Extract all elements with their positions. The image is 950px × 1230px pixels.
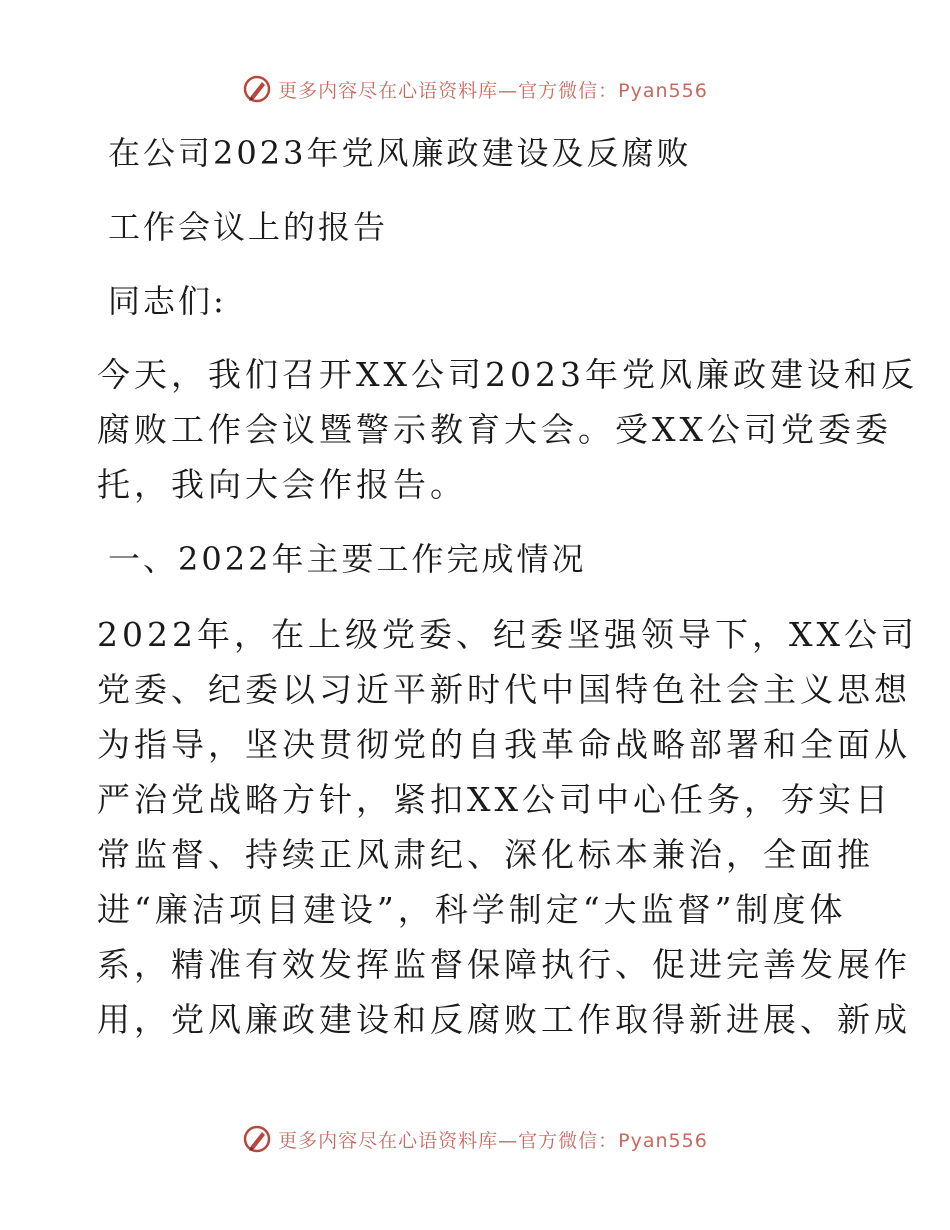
section-heading: 一、2022年主要工作完成情况 xyxy=(108,540,587,578)
header-watermark xyxy=(0,74,950,104)
pen-logo-icon xyxy=(242,74,272,104)
paragraph-2-line: 进“廉洁项目建设”，科学制定“大监督”制度体 xyxy=(97,890,847,929)
paragraph-2-line: 党委、纪委以习近平新时代中国特色社会主义思想 xyxy=(97,670,911,709)
footer-watermark xyxy=(0,1124,950,1154)
paragraph-1-line: 今天，我们召开XX公司2023年党风廉政建设和反 xyxy=(97,355,918,394)
paragraph-2-line: 系，精准有效发挥监督保障执行、促进完善发展作 xyxy=(97,945,911,984)
pen-logo-icon xyxy=(242,1124,272,1154)
paragraph-2-line: 严治党战略方针，紧扣XX公司中心任务，夯实日 xyxy=(97,780,892,819)
paragraph-1-line: 托，我向大会作报告。 xyxy=(97,465,467,504)
paragraph-2-line: 2022年，在上级党委、纪委坚强领导下，XX公司 xyxy=(97,615,918,654)
document-title-line-2: 工作会议上的报告 xyxy=(108,208,389,246)
paragraph-2-line: 为指导，坚决贯彻党的自我革命战略部署和全面从 xyxy=(97,725,911,764)
paragraph-1-line: 腐败工作会议暨警示教育大会。受XX公司党委委 xyxy=(97,410,892,449)
salutation: 同志们: xyxy=(108,282,227,320)
watermark-text: 更多内容尽在心语资料库—官方微信：Pyan556 xyxy=(278,79,708,102)
paragraph-2-line: 常监督、持续正风肃纪、深化标本兼治，全面推 xyxy=(97,835,874,874)
document-title-line-1: 在公司2023年党风廉政建设及反腐败 xyxy=(108,134,692,172)
paragraph-2-line: 用，党风廉政建设和反腐败工作取得新进展、新成 xyxy=(97,1000,911,1039)
watermark-text: 更多内容尽在心语资料库—官方微信：Pyan556 xyxy=(278,1129,708,1152)
